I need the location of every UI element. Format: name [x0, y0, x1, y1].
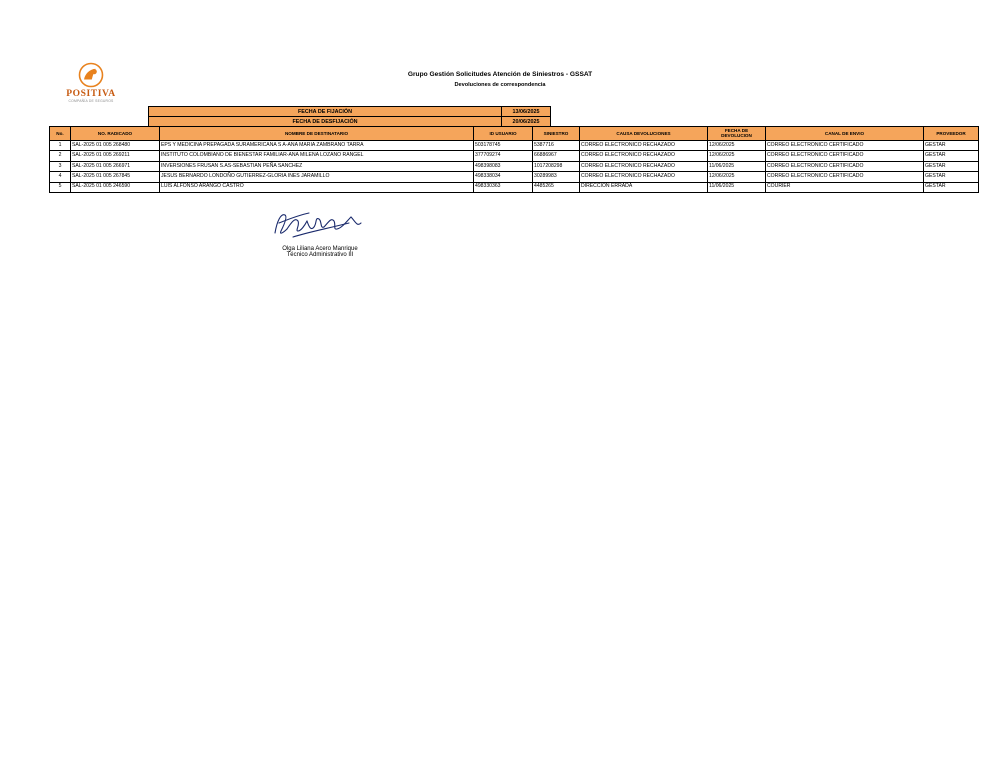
cell-proveedor: GESTAR	[924, 182, 979, 192]
col-header-destinatario: NOMBRE DE DESTINATARIO	[160, 127, 474, 141]
col-header-fecha-devolucion: FECHA DE DEVOLUCION	[708, 127, 766, 141]
cell-fecha-devolucion: 11/06/2025	[708, 161, 766, 171]
handwritten-signature-icon	[265, 203, 375, 243]
devoluciones-table	[49, 126, 979, 193]
cell-no: 1	[50, 141, 71, 151]
cell-destinatario: INVERSIONES FRUSAN S.AS-SEBASTIAN PEÑA SANCHEZ	[160, 161, 474, 171]
col-header-canal: CANAL DE ENVIO	[766, 127, 924, 141]
fecha-fijacion-value: 13/06/2025	[502, 107, 551, 117]
cell-radicado: SAL-2025 01 005 246590	[71, 182, 160, 192]
cell-fecha-devolucion: 12/06/2025	[708, 141, 766, 151]
table-row	[149, 107, 551, 117]
table-row	[149, 117, 551, 127]
fecha-fijacion-label: FECHA DE FIJACIÓN	[149, 107, 502, 117]
cell-proveedor: GESTAR	[924, 172, 979, 182]
col-header-siniestro: SINIESTRO	[533, 127, 580, 141]
cell-destinatario: EPS Y MEDICINA PREPAGADA SURAMERICANA S A-ANA MARIA ZAMBRANO TARRA	[160, 141, 474, 151]
signer-role: Técnico Administrativo III	[286, 252, 354, 258]
cell-canal: CORREO ELECTRONICO CERTIFICADO	[766, 141, 924, 151]
cell-fecha-devolucion: 11/06/2025	[708, 182, 766, 192]
col-header-no: No.	[50, 127, 71, 141]
cell-causa: CORREO ELECTRONICO RECHAZADO	[580, 161, 708, 171]
cell-causa: CORREO ELECTRONICO RECHAZADO	[580, 141, 708, 151]
cell-causa: CORREO ELECTRONICO RECHAZADO	[580, 172, 708, 182]
cell-id-usuario: 503178745	[474, 141, 533, 151]
cell-causa: CORREO ELECTRONICO RECHAZADO	[580, 151, 708, 161]
page-title: Grupo Gestión Solicitudes Atención de Siniestros - GSSAT	[407, 71, 593, 78]
cell-canal: CORREO ELECTRONICO CERTIFICADO	[766, 172, 924, 182]
cell-causa: DIRECCION ERRADA	[580, 182, 708, 192]
table-header-row	[50, 127, 979, 141]
cell-canal: COURIER	[766, 182, 924, 192]
cell-no: 4	[50, 172, 71, 182]
cell-siniestro: 5387716	[533, 141, 580, 151]
col-header-radicado: NO. RADICADO	[71, 127, 160, 141]
cell-fecha-devolucion: 12/06/2025	[708, 172, 766, 182]
cell-destinatario: JESUS BERNARDO LONDOÑO GUTIERREZ-GLORIA INES JARAMILLO	[160, 172, 474, 182]
cell-destinatario: LUIS ALFONSO ARANGO CASTRO	[160, 182, 474, 192]
cell-fecha-devolucion: 12/06/2025	[708, 151, 766, 161]
cell-canal: CORREO ELECTRONICO CERTIFICADO	[766, 161, 924, 171]
col-header-proveedor: PROVEEDOR	[924, 127, 979, 141]
table-row	[50, 182, 979, 192]
cell-destinatario: INSTITUTO COLOMBIANO DE BIENESTAR FAMILIAR-ANA MILENA LOZANO RANGEL	[160, 151, 474, 161]
cell-id-usuario: 377709274	[474, 151, 533, 161]
cell-radicado: SAL-2025 01 005 267845	[71, 172, 160, 182]
fecha-desfijacion-label: FECHA DE DESFIJACIÓN	[149, 117, 502, 127]
dates-table	[148, 106, 551, 127]
cell-siniestro: 4485265	[533, 182, 580, 192]
cell-radicado: SAL-2025 01 005 268480	[71, 141, 160, 151]
cell-proveedor: GESTAR	[924, 141, 979, 151]
cell-siniestro: 66886967	[533, 151, 580, 161]
table-row	[50, 141, 979, 151]
cell-id-usuario: 498338034	[474, 172, 533, 182]
page-subtitle: Devoluciones de correspondencia	[454, 82, 546, 88]
cell-id-usuario: 498330363	[474, 182, 533, 192]
table-row	[50, 172, 979, 182]
fecha-desfijacion-value: 20/06/2025	[502, 117, 551, 127]
logo-tagline: COMPAÑÍA DE SEGUROS	[68, 99, 114, 103]
table-row	[50, 161, 979, 171]
cell-proveedor: GESTAR	[924, 161, 979, 171]
cell-proveedor: GESTAR	[924, 151, 979, 161]
cell-id-usuario: 498398083	[474, 161, 533, 171]
cell-canal: CORREO ELECTRONICO CERTIFICADO	[766, 151, 924, 161]
cell-radicado: SAL-2025 01 005 266971	[71, 161, 160, 171]
cell-no: 3	[50, 161, 71, 171]
cell-radicado: SAL-2025 01 005 269211	[71, 151, 160, 161]
col-header-causa: CAUSA DEVOLUCIONES	[580, 127, 708, 141]
cell-siniestro: 30289983	[533, 172, 580, 182]
signer-name: Olga Liliana Acero Manrique	[282, 246, 358, 252]
table-row	[50, 151, 979, 161]
cell-siniestro: 1017208298	[533, 161, 580, 171]
logo-wordmark: POSITIVA	[66, 89, 116, 99]
col-header-id-usuario: ID USUARIO	[474, 127, 533, 141]
cell-no: 2	[50, 151, 71, 161]
cell-no: 5	[50, 182, 71, 192]
signature-block	[260, 203, 380, 258]
